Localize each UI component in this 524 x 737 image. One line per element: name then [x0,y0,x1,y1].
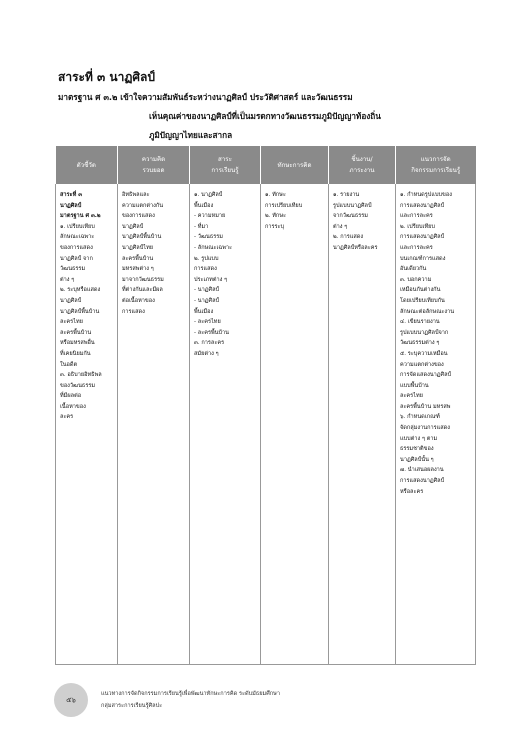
cell-line: ความแตกต่างกัน [122,202,164,209]
cell-line: การแสดงนาฏศิลป์ [400,478,445,485]
cell-line: จากวัฒนธรรม [333,213,368,220]
cell-line: นาฏศิลป์ [60,202,82,209]
cell-line: - ที่มา [194,223,209,230]
cell-line: ๔. เขียนรายงาน [400,319,440,326]
cell-tasks [329,184,396,665]
cell-line: ๖. กำหนดเกณฑ์ [400,414,440,421]
cell-line: - ละครไทย [194,319,221,326]
cell-line: ละคร [60,414,74,421]
cell-line: ๒. รูปแบบ [194,255,219,262]
cell-line: ลักษณะต่อลักษณะงาน [400,308,455,315]
cell-line: บนเกณฑ์การแสดง [400,255,446,262]
cell-line: พื้นเมือง [194,202,214,209]
cell-line: นาฏศิลป์พื้นบ้าน [60,308,100,315]
cell-line: - วัฒนธรรม [194,234,223,241]
cell-line: ของการแสดง [60,244,93,251]
page-number: ๕๖ [54,683,88,717]
cell-line: การแสดง [194,266,217,273]
cell-line: ๓. บอกความ [400,276,432,283]
cell-line: ละครพื้นบ้าน [60,329,92,336]
header-indicators: ตัวชี้วัด [56,146,118,184]
cell-line: เหมือนกันต่างกัน [400,287,441,294]
cell-line: ๓. อธิบายอิทธิพล [60,372,102,379]
cell-line: การระบุ [265,223,285,230]
cell-line: มหรสพต่าง ๆ [122,266,154,273]
cell-line: ๒. ทักษะ [265,213,287,220]
cell-concept [118,184,190,665]
cell-indicators [56,184,118,665]
footer [101,688,280,712]
cell-line: ประเภทต่าง ๆ [194,276,228,283]
cell-line: ๒. การแสดง [333,234,364,241]
cell-line: แบบพื้นบ้าน [400,382,429,389]
cell-line: อันเดียวกัน [400,266,427,273]
standard-line-2: เห็นคุณค่าของนาฏศิลป์ที่เป็นมรดกทางวัฒนธรรมภูมิปัญญาท้องถิ่น [149,111,381,121]
cell-line: ของการแสดง [122,213,155,220]
cell-line: ต่าง ๆ [60,276,75,283]
cell-line: นาฏศิลป์ไทย [122,244,154,251]
cell-line: นาฏศิลป์นั้น ๆ [400,456,434,463]
cell-line: หรือมหรสพอื่น [60,340,95,347]
cell-line: พื้นเมือง [194,308,214,315]
cell-line: ละครไทย [400,393,423,400]
cell-line: ลักษณะเฉพาะ [60,234,95,241]
cell-line: มาตรฐาน ศ ๓.๒ [60,213,101,220]
cell-line: นาฏศิลป์ จาก [60,255,93,262]
cell-line: ของวัฒนธรรม [60,382,96,389]
cell-line: และการละคร [400,213,433,220]
cell-line: และการละคร [400,244,433,251]
cell-line: ๕. ระบุความเหมือน [400,350,448,357]
header-tasks: ชิ้นงาน/ ภาระงาน [329,146,396,184]
cell-line: ๑. เปรียบเทียบ [60,223,95,230]
header-concept: ความคิด รวบยอด [118,146,190,184]
cell-line: ในอดีต [60,361,78,368]
cell-line: เนื้อหาของ [60,403,86,410]
cell-line: ธรรมชาติของ [400,446,434,453]
cell-line: หรือละคร [400,488,424,495]
footer-line-1: แนวทางการจัดกิจกรรมการเรียนรู้เพื่อพัฒนาทักษะการคิด ระดับมัธยมศึกษา [101,691,281,697]
cell-line: ๓. การละคร [194,340,225,347]
cell-line: ๑. กำหนดรูปแบบของ [400,192,452,198]
cell-line: อิทธิพลและ [122,192,150,198]
cell-line: ที่มีผลต่อ [60,393,82,400]
cell-line: ๗. นำเสนอผลงาน [400,467,444,474]
section-heading: สาระที่ ๓ นาฏศิลป์ [58,70,156,84]
cell-line: นาฏศิลป์หรือละคร [333,244,378,251]
header-activities: แนวการจัด กิจกรรมการเรียนรู้ [396,146,476,184]
cell-thinking-skills [261,184,329,665]
cell-line: - นาฏศิลป์ [194,287,220,294]
cell-line: นาฏศิลป์ [122,223,144,230]
cell-line: - ลักษณะเฉพาะ [194,244,233,251]
cell-line: ๑. รายงาน [333,192,360,198]
standard-line-3: ภูมิปัญญาไทยและสากล [149,130,233,140]
cell-line: - นาฏศิลป์ [194,297,220,304]
cell-line: ความแตกต่างของ [400,361,444,368]
cell-line: ๑. นาฏศิลป์ [194,192,223,198]
cell-line: แบบต่าง ๆ ตาม [400,435,438,442]
cell-line: การแสดง [122,308,145,315]
cell-line: การแสดงนาฏศิลป์ [400,202,445,209]
cell-line: ๒. ระบุหรือแสดง [60,287,101,294]
cell-line: โดยเปรียบเทียบกัน [400,297,445,304]
standard-line-1: มาตรฐาน ศ ๓.๒ เข้าใจความสัมพันธ์ระหว่างนาฏศิลป์ ประวัติศาสตร์ และวัฒนธรรม [58,92,353,102]
cell-line: การจัดแสดงนาฏศิลป์ [400,372,452,379]
cell-line: วัฒนธรรม [60,266,86,273]
cell-line: ต่อเนื้อหาของ [122,297,155,304]
table-header-row [56,146,476,184]
cell-line: สาระที่ ๓ [60,192,83,198]
cell-line: สมัยต่าง ๆ [194,350,219,357]
cell-line: ๑. ทักษะ [265,192,286,198]
cell-line: รูปแบบนาฏศิลป์จาก [400,329,449,336]
cell-line: การเปรียบเทียบ [265,202,303,209]
cell-content [190,184,261,665]
cell-line: ที่เคยนิยมกัน [60,350,91,357]
cell-line: นาฏศิลป์ [60,297,82,304]
learning-table [55,146,476,665]
header-content: สาระ การเรียนรู้ [190,146,261,184]
cell-line: มาจากวัฒนธรรม [122,276,164,283]
cell-line: ๒. เปรียบเทียบ [400,223,435,230]
cell-line: รูปแบบนาฏศิลป์ [333,202,372,209]
cell-line: ละครพื้นบ้าน [122,255,154,262]
cell-line: ที่ต่างกันและมีผล [122,287,163,294]
standard-statement [58,88,476,145]
cell-line: จัดกลุ่มงานการแสดง [400,425,451,432]
cell-line: - ความหมาย [194,213,226,220]
cell-line: ละครไทย [60,319,83,326]
table-row [56,184,476,665]
cell-line: - ละครพื้นบ้าน [194,329,230,336]
cell-line: นาฏศิลป์พื้นบ้าน [122,234,162,241]
header-thinking-skills: ทักษะการคิด [261,146,329,184]
footer-line-2: กลุ่มสาระการเรียนรู้ศิลปะ [101,703,163,709]
cell-activities [396,184,476,665]
cell-line: ต่าง ๆ [333,223,348,230]
cell-line: การแสดงนาฏศิลป์ [400,234,445,241]
cell-line: ละครพื้นบ้าน มหรสพ [400,403,451,410]
cell-line: วัฒนธรรมต่าง ๆ [400,340,440,347]
